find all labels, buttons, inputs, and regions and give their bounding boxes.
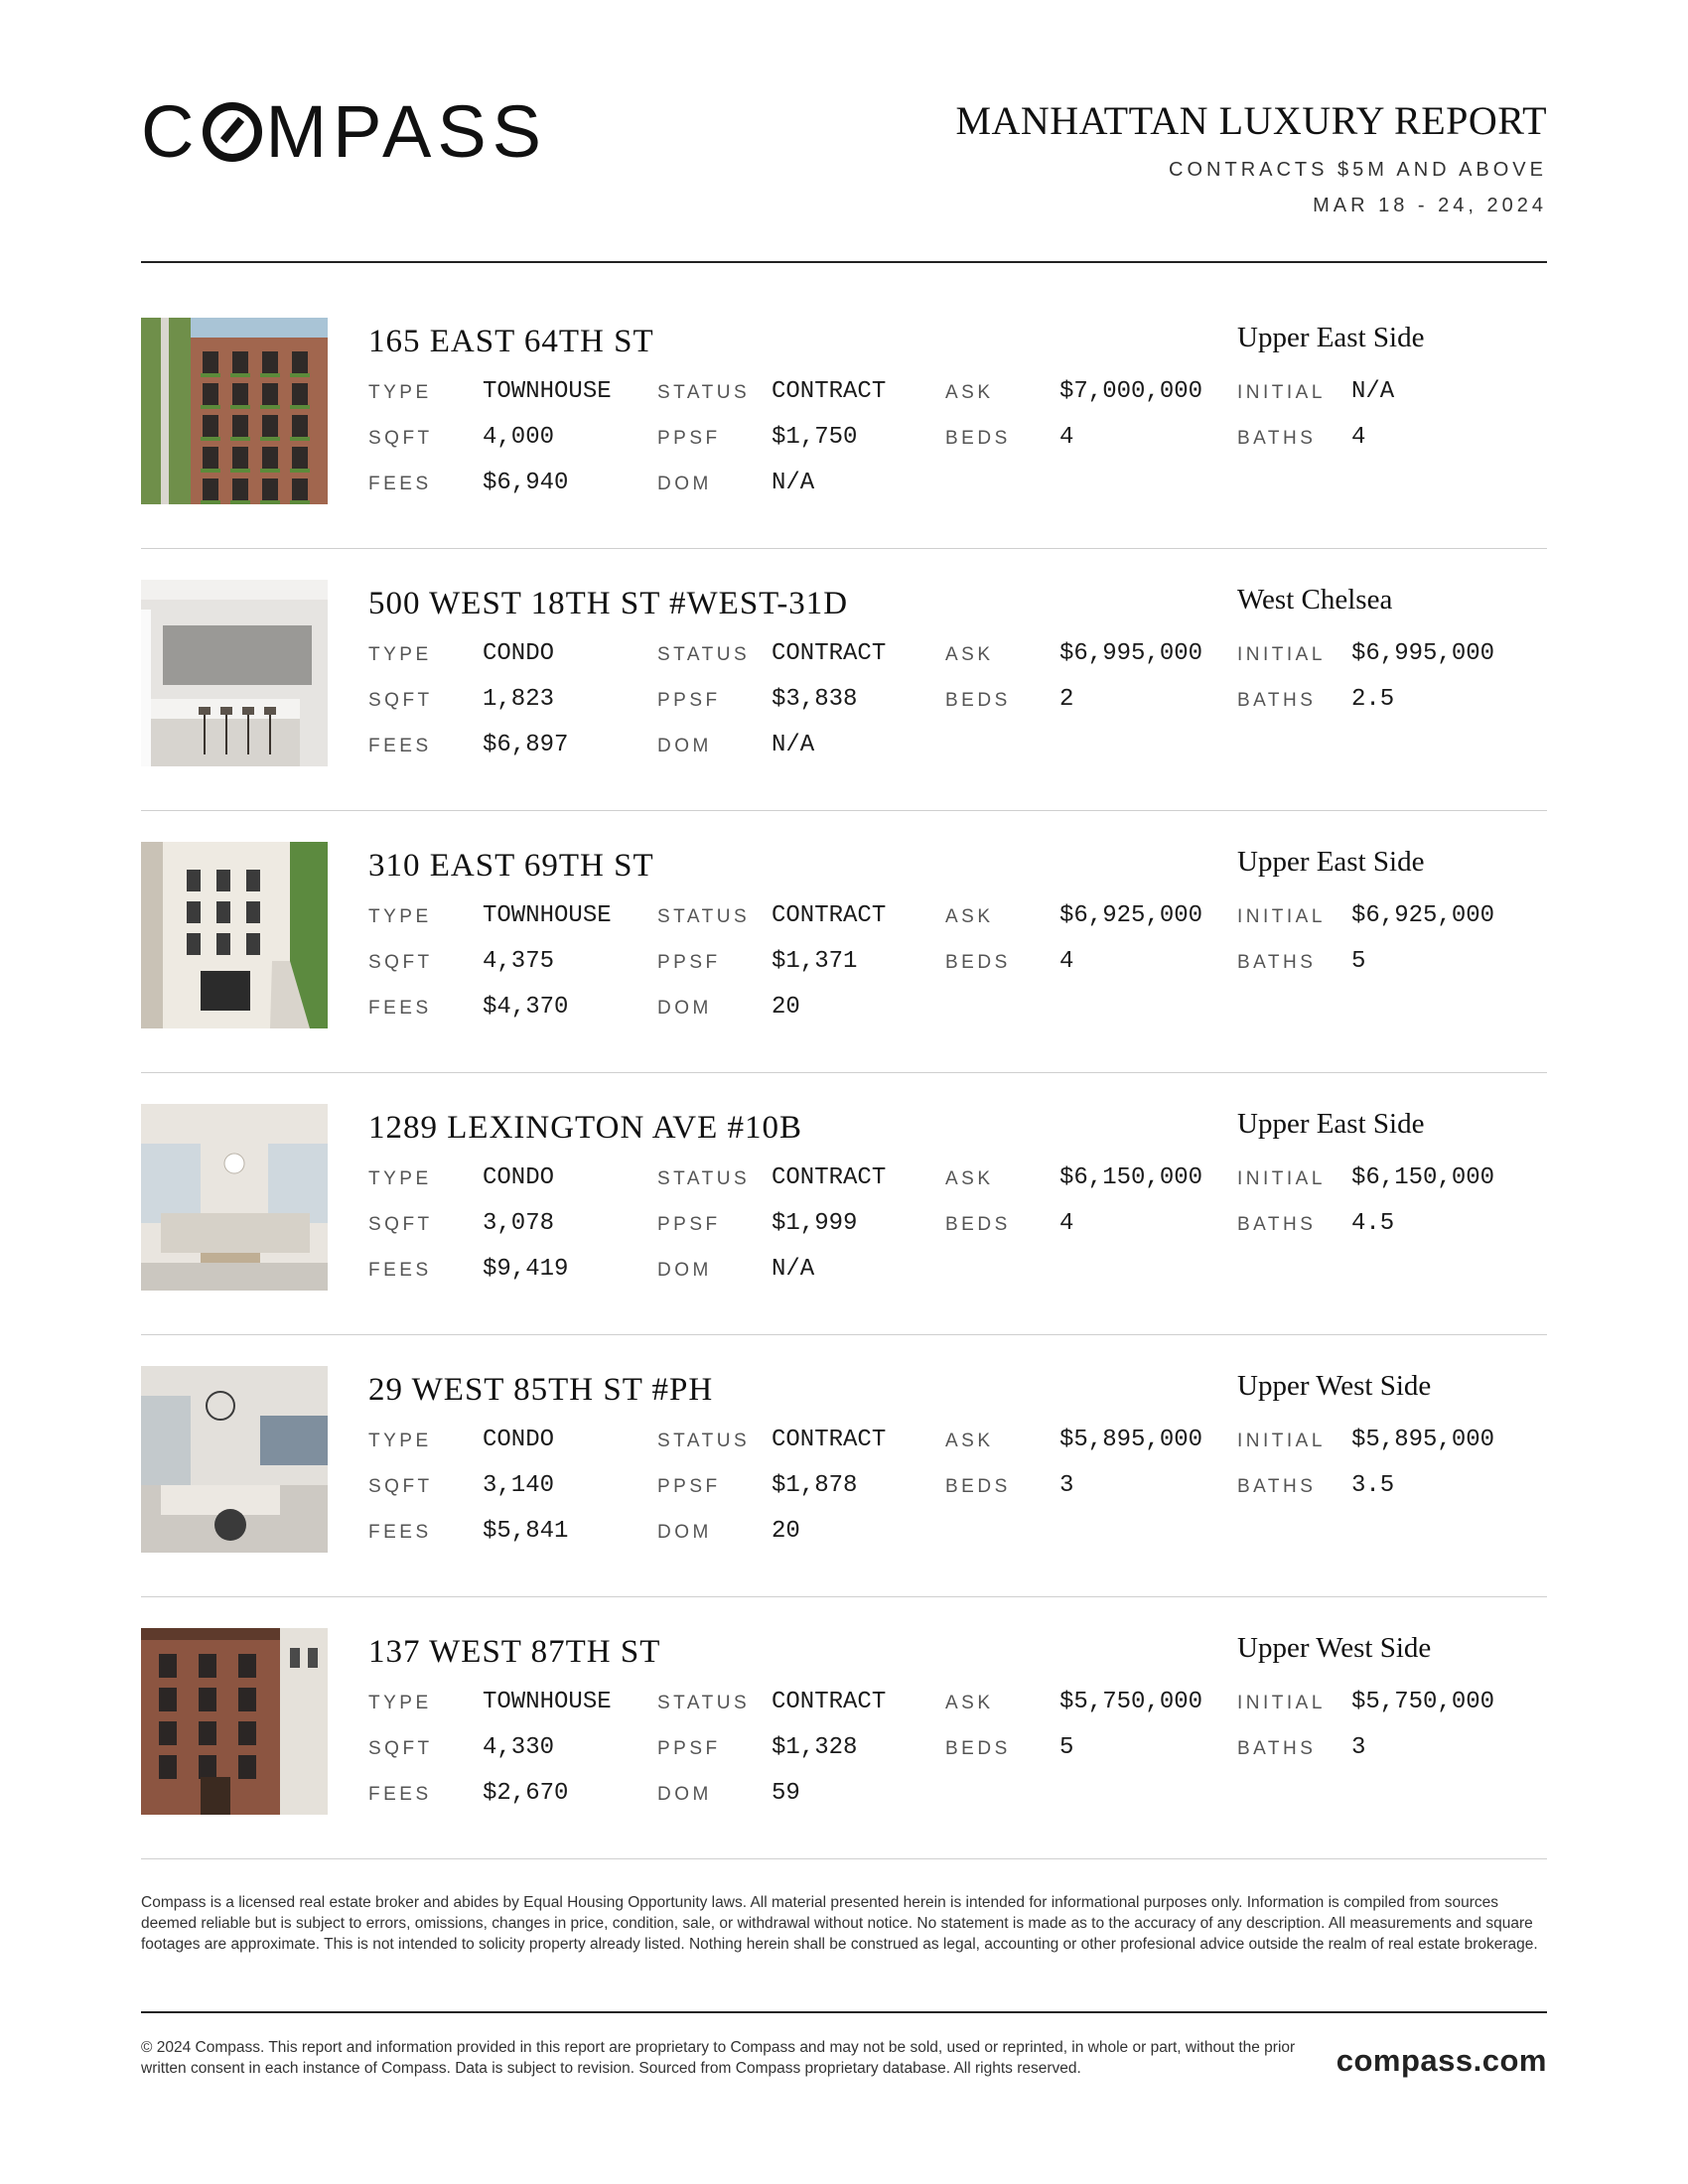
listing-divider	[141, 1072, 1547, 1073]
brownstone-photo	[141, 1628, 328, 1815]
listing-neighborhood: Upper East Side	[1237, 1108, 1425, 1140]
ask-value: $7,000,000	[1059, 378, 1203, 405]
status-value: CONTRACT	[772, 1164, 887, 1191]
status-label: STATUS	[657, 1693, 751, 1713]
listing-row-3	[368, 1517, 1547, 1547]
listing-row-2	[368, 423, 1547, 453]
dom-value: 20	[772, 1518, 800, 1545]
sqft-value: 4,375	[483, 948, 555, 975]
initial-label: INITIAL	[1237, 1693, 1326, 1713]
fees-value: $6,940	[483, 470, 569, 496]
listing-neighborhood: Upper East Side	[1237, 846, 1425, 878]
status-value: CONTRACT	[772, 640, 887, 667]
listing-row-1	[368, 377, 1547, 407]
ask-label: ASK	[945, 1693, 994, 1713]
listing-address: 165 EAST 64TH ST	[368, 324, 654, 359]
type-label: TYPE	[368, 644, 432, 665]
type-value: TOWNHOUSE	[483, 902, 612, 929]
dom-label: DOM	[657, 1784, 712, 1805]
initial-label: INITIAL	[1237, 644, 1326, 665]
listing-row-3	[368, 469, 1547, 498]
initial-value: $6,150,000	[1351, 1164, 1495, 1191]
living-room-photo	[141, 1104, 328, 1291]
type-value: CONDO	[483, 640, 555, 667]
fees-label: FEES	[368, 1784, 432, 1805]
penthouse-living-photo	[141, 1366, 328, 1553]
ask-value: $5,895,000	[1059, 1427, 1203, 1453]
ppsf-label: PPSF	[657, 1738, 721, 1759]
status-label: STATUS	[657, 382, 751, 403]
listing-divider	[141, 1596, 1547, 1597]
listing-row-3	[368, 993, 1547, 1023]
ppsf-value: $3,838	[772, 686, 858, 713]
ppsf-value: $1,328	[772, 1734, 858, 1761]
sqft-value: 3,140	[483, 1472, 555, 1499]
ppsf-value: $1,878	[772, 1472, 858, 1499]
listing-item	[141, 1628, 1547, 1890]
dom-value: N/A	[772, 470, 815, 496]
sqft-value: 4,330	[483, 1734, 555, 1761]
listing-row-2	[368, 1471, 1547, 1501]
initial-value: $5,750,000	[1351, 1689, 1495, 1715]
logo-wordmark	[141, 90, 548, 173]
kitchen-interior-photo	[141, 580, 328, 766]
ppsf-label: PPSF	[657, 1214, 721, 1235]
listing-address: 29 WEST 85TH ST #PH	[368, 1372, 714, 1408]
beds-value: 2	[1059, 686, 1074, 713]
ask-value: $6,995,000	[1059, 640, 1203, 667]
fees-value: $5,841	[483, 1518, 569, 1545]
ppsf-label: PPSF	[657, 690, 721, 711]
fees-value: $9,419	[483, 1256, 569, 1283]
beds-value: 3	[1059, 1472, 1074, 1499]
sqft-label: SQFT	[368, 1738, 433, 1759]
baths-value: 3	[1351, 1734, 1366, 1761]
compass-o-icon	[203, 102, 262, 162]
dom-value: N/A	[772, 1256, 815, 1283]
fees-value: $6,897	[483, 732, 569, 758]
dom-label: DOM	[657, 1522, 712, 1543]
compass-logo	[141, 90, 548, 173]
ppsf-label: PPSF	[657, 952, 721, 973]
ask-value: $6,925,000	[1059, 902, 1203, 929]
fees-label: FEES	[368, 736, 432, 756]
listing-row-2	[368, 685, 1547, 715]
compass-website-link[interactable]: compass.com	[1336, 2043, 1547, 2078]
dom-value: 20	[772, 994, 800, 1021]
beds-label: BEDS	[945, 1476, 1011, 1497]
sqft-label: SQFT	[368, 952, 433, 973]
fees-value: $2,670	[483, 1780, 569, 1807]
listing-item	[141, 842, 1547, 1104]
listing-address: 137 WEST 87TH ST	[368, 1634, 661, 1670]
sqft-value: 3,078	[483, 1210, 555, 1237]
listing-item	[141, 318, 1547, 580]
sqft-label: SQFT	[368, 1476, 433, 1497]
status-label: STATUS	[657, 1168, 751, 1189]
report-date-range: MAR 18 - 24, 2024	[1313, 195, 1547, 216]
listing-item	[141, 580, 1547, 842]
status-label: STATUS	[657, 1431, 751, 1451]
logo-letter-c: C	[141, 90, 201, 173]
sqft-value: 4,000	[483, 424, 555, 451]
listing-row-1	[368, 1163, 1547, 1193]
status-value: CONTRACT	[772, 378, 887, 405]
beds-label: BEDS	[945, 1738, 1011, 1759]
baths-label: BATHS	[1237, 952, 1317, 973]
dom-value: 59	[772, 1780, 800, 1807]
listing-divider	[141, 548, 1547, 549]
dom-label: DOM	[657, 998, 712, 1019]
listing-row-3	[368, 731, 1547, 760]
report-subtitle: CONTRACTS $5M AND ABOVE	[1169, 159, 1547, 181]
listing-address: 500 WEST 18TH ST #WEST-31D	[368, 586, 849, 621]
baths-value: 4	[1351, 424, 1366, 451]
legal-disclaimer: Compass is a licensed real estate broker and abides by Equal Housing Opportunity laws. All material presented herein is intended for informational purposes only. Information is compiled from sources deemed reliable but is subject to errors, omissions, changes in price, condition, sale, or withdrawal without notice. No statement is made as to the accuracy of any description. All measurements and square footages are approximate. This is not intended to solicity property already listed. Nothing herein shall be construed as legal, accounting or other profesional advice outside the realm of real estate brokerage.	[141, 1894, 1538, 1953]
ask-value: $6,150,000	[1059, 1164, 1203, 1191]
listing-address: 1289 LEXINGTON AVE #10B	[368, 1110, 803, 1146]
beds-value: 4	[1059, 424, 1074, 451]
baths-label: BATHS	[1237, 428, 1317, 449]
listing-item	[141, 1366, 1547, 1628]
type-value: CONDO	[483, 1164, 555, 1191]
ppsf-value: $1,371	[772, 948, 858, 975]
type-label: TYPE	[368, 1693, 432, 1713]
initial-value: $6,925,000	[1351, 902, 1495, 929]
type-label: TYPE	[368, 382, 432, 403]
dom-value: N/A	[772, 732, 815, 758]
ppsf-label: PPSF	[657, 428, 721, 449]
initial-label: INITIAL	[1237, 1168, 1326, 1189]
initial-value: $5,895,000	[1351, 1427, 1495, 1453]
type-label: TYPE	[368, 906, 432, 927]
baths-value: 4.5	[1351, 1210, 1395, 1237]
type-label: TYPE	[368, 1431, 432, 1451]
initial-value: N/A	[1351, 378, 1395, 405]
fees-label: FEES	[368, 1522, 432, 1543]
ppsf-label: PPSF	[657, 1476, 721, 1497]
sqft-label: SQFT	[368, 1214, 433, 1235]
listing-row-2	[368, 1209, 1547, 1239]
baths-label: BATHS	[1237, 1476, 1317, 1497]
townhouse-brick-photo	[141, 318, 328, 504]
baths-value: 5	[1351, 948, 1366, 975]
dom-label: DOM	[657, 1260, 712, 1281]
listing-row-1	[368, 1688, 1547, 1717]
listing-divider	[141, 1334, 1547, 1335]
ask-value: $5,750,000	[1059, 1689, 1203, 1715]
beds-value: 4	[1059, 1210, 1074, 1237]
baths-label: BATHS	[1237, 1214, 1317, 1235]
beds-value: 4	[1059, 948, 1074, 975]
listing-row-2	[368, 947, 1547, 977]
ppsf-value: $1,750	[772, 424, 858, 451]
copyright-notice: © 2024 Compass. This report and information provided in this report are proprietary to Compass and may not be sold, used or reprinted, in whole or part, without the prior written consent in each instance of Compass. Data is subject to revision. Sourced from Compass proprietary database. All rights reserved.	[141, 2039, 1296, 2077]
footer-divider	[141, 2011, 1547, 2013]
initial-label: INITIAL	[1237, 1431, 1326, 1451]
ppsf-value: $1,999	[772, 1210, 858, 1237]
fees-label: FEES	[368, 998, 432, 1019]
listing-divider	[141, 1858, 1547, 1859]
dom-label: DOM	[657, 474, 712, 494]
status-value: CONTRACT	[772, 1427, 887, 1453]
listing-row-1	[368, 901, 1547, 931]
status-value: CONTRACT	[772, 1689, 887, 1715]
baths-label: BATHS	[1237, 1738, 1317, 1759]
fees-label: FEES	[368, 1260, 432, 1281]
sqft-label: SQFT	[368, 690, 433, 711]
listing-row-1	[368, 639, 1547, 669]
beds-label: BEDS	[945, 952, 1011, 973]
beds-label: BEDS	[945, 690, 1011, 711]
type-label: TYPE	[368, 1168, 432, 1189]
fees-label: FEES	[368, 474, 432, 494]
townhouse-white-photo	[141, 842, 328, 1028]
listing-address: 310 EAST 69TH ST	[368, 848, 654, 884]
listing-neighborhood: Upper East Side	[1237, 322, 1425, 353]
initial-value: $6,995,000	[1351, 640, 1495, 667]
ask-label: ASK	[945, 906, 994, 927]
header-divider	[141, 261, 1547, 263]
fees-value: $4,370	[483, 994, 569, 1021]
initial-label: INITIAL	[1237, 382, 1326, 403]
status-label: STATUS	[657, 906, 751, 927]
type-value: CONDO	[483, 1427, 555, 1453]
report-title: MANHATTAN LUXURY REPORT	[955, 98, 1547, 143]
ask-label: ASK	[945, 1431, 994, 1451]
status-value: CONTRACT	[772, 902, 887, 929]
type-value: TOWNHOUSE	[483, 378, 612, 405]
ask-label: ASK	[945, 644, 994, 665]
sqft-value: 1,823	[483, 686, 555, 713]
type-value: TOWNHOUSE	[483, 1689, 612, 1715]
logo-letters-mpass: MPASS	[265, 90, 548, 173]
status-label: STATUS	[657, 644, 751, 665]
dom-label: DOM	[657, 736, 712, 756]
ask-label: ASK	[945, 1168, 994, 1189]
initial-label: INITIAL	[1237, 906, 1326, 927]
listing-neighborhood: Upper West Side	[1237, 1370, 1432, 1402]
listing-item	[141, 1104, 1547, 1366]
beds-value: 5	[1059, 1734, 1074, 1761]
baths-value: 3.5	[1351, 1472, 1395, 1499]
beds-label: BEDS	[945, 428, 1011, 449]
beds-label: BEDS	[945, 1214, 1011, 1235]
listing-divider	[141, 810, 1547, 811]
baths-value: 2.5	[1351, 686, 1395, 713]
sqft-label: SQFT	[368, 428, 433, 449]
listing-row-1	[368, 1426, 1547, 1455]
listing-row-2	[368, 1733, 1547, 1763]
listing-neighborhood: West Chelsea	[1237, 584, 1393, 615]
listing-neighborhood: Upper West Side	[1237, 1632, 1432, 1664]
listing-row-3	[368, 1255, 1547, 1285]
listing-row-3	[368, 1779, 1547, 1809]
baths-label: BATHS	[1237, 690, 1317, 711]
report-header	[955, 97, 1547, 218]
ask-label: ASK	[945, 382, 994, 403]
